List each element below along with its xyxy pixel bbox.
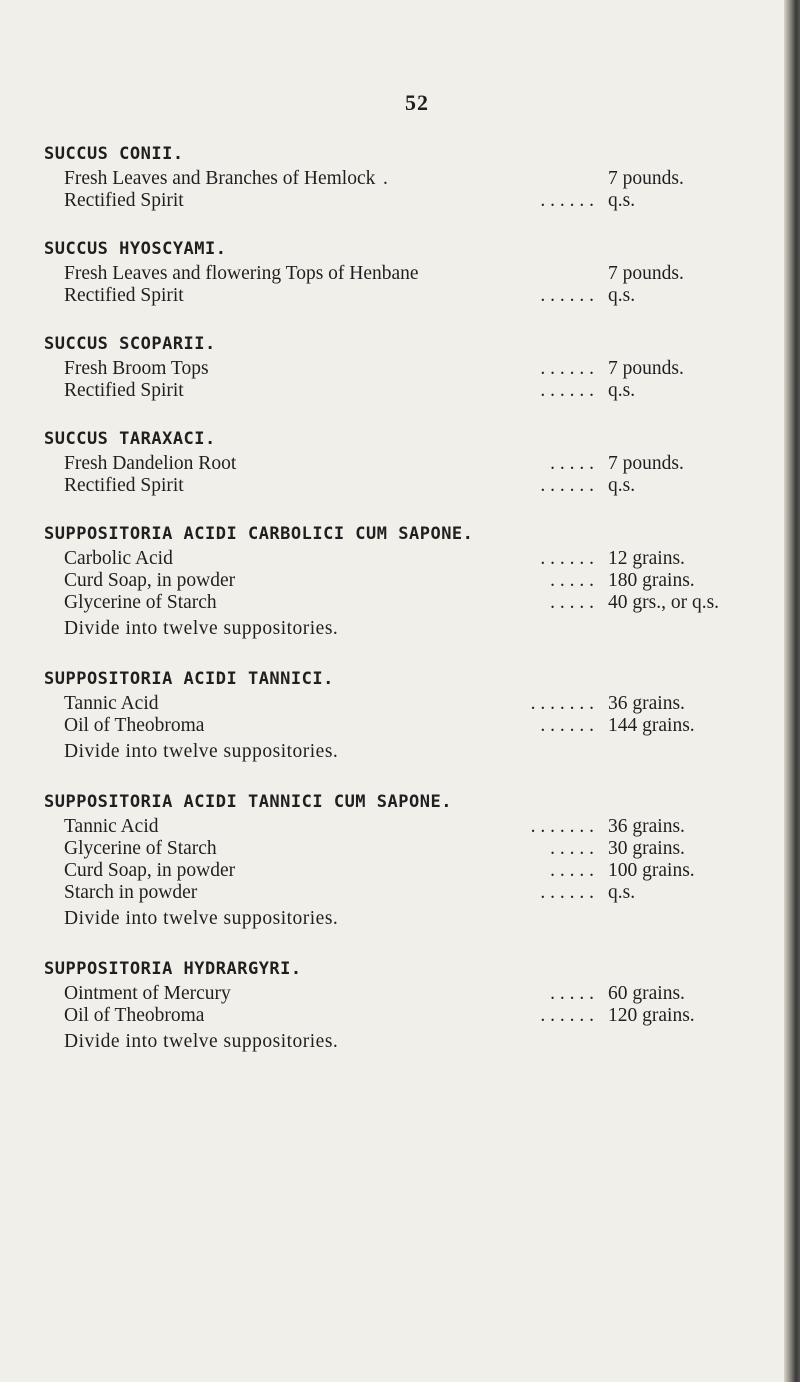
ingredient-quantity: 7 pounds. (608, 453, 684, 474)
ingredient-quantity: 12 grains. (608, 548, 685, 569)
ingredient-row (44, 570, 764, 592)
ingredient-quantity: 7 pounds. (608, 358, 684, 379)
ingredient-quantity: q.s. (608, 380, 636, 401)
section-title: SUPPOSITORIA ACIDI CARBOLICI CUM SAPONE. (44, 524, 474, 544)
ingredient-quantity: q.s. (608, 190, 636, 211)
ingredient-name: Rectified Spirit (64, 190, 184, 211)
leader-dots: . . . . . . (540, 715, 594, 736)
ingredient-row (44, 882, 764, 904)
leader-dots: . . . . . . (540, 190, 594, 211)
ingredient-quantity: 180 grains. (608, 570, 695, 591)
leader-dots: . . . . . . (540, 1005, 594, 1026)
ingredient-row (44, 1005, 764, 1027)
recipe-section (44, 140, 764, 212)
ingredient-name: Tannic Acid (64, 816, 159, 837)
recipe-sections (44, 140, 764, 1078)
ingredient-quantity: 144 grains. (608, 715, 695, 736)
ingredient-quantity: 36 grains. (608, 816, 685, 837)
ingredient-name: Starch in powder (64, 882, 198, 903)
leader-dots: . . . . . . (540, 882, 594, 903)
leader-dots: . . . . . (550, 453, 594, 474)
ingredient-name: Glycerine of Starch (64, 592, 217, 613)
section-title: SUPPOSITORIA ACIDI TANNICI. (44, 669, 334, 689)
leader-dots: . . . . . (550, 838, 594, 859)
leader-dots: . . . . . . (540, 285, 594, 306)
ingredient-row (44, 816, 764, 838)
ingredient-row (44, 285, 764, 307)
ingredient-name: Rectified Spirit (64, 285, 184, 306)
ingredient-name: Fresh Leaves and flowering Tops of Henbane (64, 263, 419, 284)
section-title: SUCCUS CONII. (44, 144, 184, 164)
section-title: SUPPOSITORIA HYDRARGYRI. (44, 959, 302, 979)
leader-dots: . . . . . . . (530, 693, 594, 714)
recipe-section (44, 235, 764, 307)
recipe-section (44, 425, 764, 497)
ingredient-quantity: 40 grs., or q.s. (608, 592, 720, 613)
leader-dots: . . . . . . . (530, 816, 594, 837)
leader-dots: . . . . . . (540, 358, 594, 379)
ingredient-row (44, 838, 764, 860)
ingredient-name: Tannic Acid (64, 693, 159, 714)
ingredient-row (44, 983, 764, 1005)
section-title: SUCCUS HYOSCYAMI. (44, 239, 227, 259)
ingredient-name: Rectified Spirit (64, 475, 184, 496)
ingredient-name: Fresh Leaves and Branches of Hemlock (64, 168, 376, 189)
section-note: Divide into twelve suppositories. (64, 741, 339, 762)
recipe-section (44, 330, 764, 402)
ingredient-quantity: q.s. (608, 475, 636, 496)
leader-dots: . . . . . (550, 592, 594, 613)
ingredient-row (44, 715, 764, 737)
ingredient-quantity: 7 pounds. (608, 263, 684, 284)
ingredient-name: Curd Soap, in powder (64, 570, 236, 591)
leader-dots: . . . . . . (540, 548, 594, 569)
section-note: Divide into twelve suppositories. (64, 1031, 339, 1052)
section-title: SUCCUS SCOPARII. (44, 334, 216, 354)
ingredient-row (44, 860, 764, 882)
ingredient-row (44, 263, 764, 285)
section-note: Divide into twelve suppositories. (64, 908, 339, 929)
page-edge-shadow (784, 0, 800, 1382)
ingredient-name: Oil of Theobroma (64, 1005, 205, 1026)
ingredient-row (44, 548, 764, 570)
ingredient-quantity: 7 pounds. (608, 168, 684, 189)
ingredient-quantity: q.s. (608, 882, 636, 903)
leader-dots: . . . . . . (540, 475, 594, 496)
ingredient-row (44, 190, 764, 212)
ingredient-quantity: 120 grains. (608, 1005, 695, 1026)
ingredient-row (44, 168, 764, 190)
recipe-section (44, 788, 764, 932)
ingredient-quantity: 30 grains. (608, 838, 685, 859)
ingredient-name: Curd Soap, in powder (64, 860, 236, 881)
recipe-section (44, 955, 764, 1055)
ingredient-row (44, 380, 764, 402)
recipe-section (44, 520, 764, 642)
leader-dots: . . . . . (550, 983, 594, 1004)
ingredient-quantity: q.s. (608, 285, 636, 306)
ingredient-name: Oil of Theobroma (64, 715, 205, 736)
page-number: 52 (405, 90, 429, 115)
leader-dots: . . . . . . (540, 380, 594, 401)
ingredient-row (44, 453, 764, 475)
ingredient-row (44, 475, 764, 497)
recipe-section (44, 665, 764, 765)
ingredient-name: Carbolic Acid (64, 548, 173, 569)
ingredient-quantity: 60 grains. (608, 983, 685, 1004)
ingredient-name: Glycerine of Starch (64, 838, 217, 859)
ingredient-quantity: 36 grains. (608, 693, 685, 714)
ingredient-row (44, 358, 764, 380)
section-title: SUPPOSITORIA ACIDI TANNICI CUM SAPONE. (44, 792, 452, 812)
ingredient-name: Fresh Broom Tops (64, 358, 209, 379)
section-note: Divide into twelve suppositories. (64, 618, 339, 639)
ingredient-row (44, 693, 764, 715)
leader-dots: . . . . . (550, 570, 594, 591)
ingredient-name: Ointment of Mercury (64, 983, 231, 1004)
section-title: SUCCUS TARAXACI. (44, 429, 216, 449)
ingredient-name: Rectified Spirit (64, 380, 184, 401)
ingredient-name: Fresh Dandelion Root (64, 453, 237, 474)
leader-dots: . . . . . (550, 860, 594, 881)
leader-dots: . (383, 168, 388, 189)
ingredient-row (44, 592, 764, 614)
ingredient-quantity: 100 grains. (608, 860, 695, 881)
